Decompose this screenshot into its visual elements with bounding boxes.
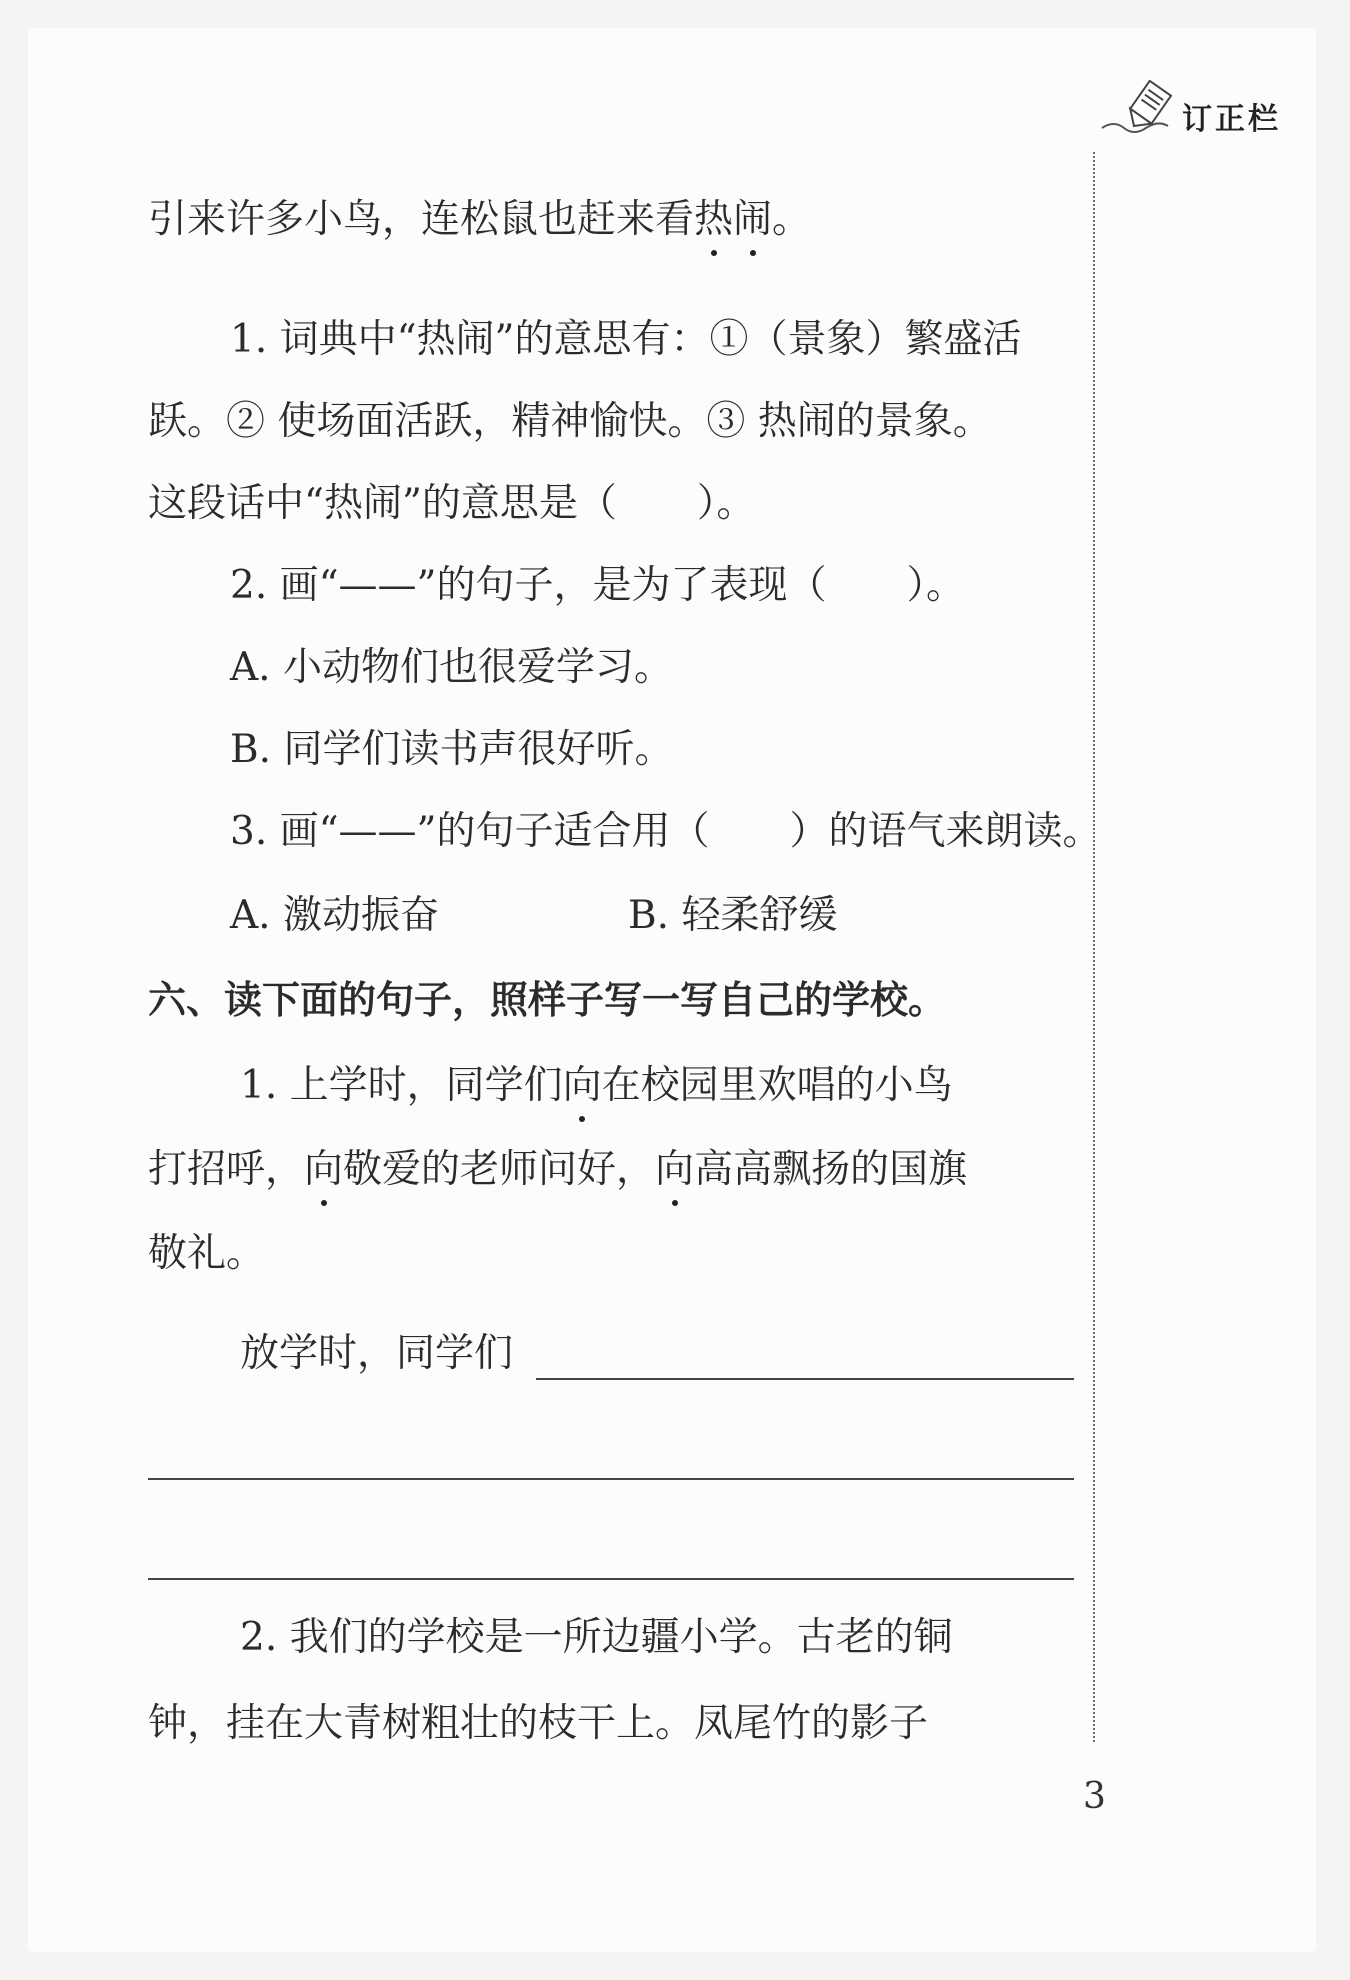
question-1-line-2: 跃。② 使场面活跃，精神愉快。③ 热闹的景象。: [148, 399, 992, 444]
example-text: 高高飘扬的国旗: [694, 1147, 968, 1192]
writing-prompt: 放学时，同学们: [240, 1331, 514, 1376]
example-2-line-2: 钟，挂在大青树粗壮的枝干上。凤尾竹的影子: [148, 1701, 929, 1746]
question-1-line-1: 1. 词典中“热闹”的意思有：①（景象）繁盛活: [230, 317, 1022, 362]
writing-line[interactable]: [148, 1478, 1074, 1480]
emphasized-char: 向: [304, 1147, 344, 1192]
example-text: 敬爱的老师问好，: [343, 1147, 656, 1192]
question-2-option-a: A. 小动物们也很爱学习。: [230, 645, 673, 690]
example-2-line-1: 2. 我们的学校是一所边疆小学。古老的铜: [240, 1615, 953, 1660]
question-3-option-b: B. 轻柔舒缓: [628, 893, 838, 938]
writing-line[interactable]: [536, 1378, 1074, 1380]
example-1-line-1: [240, 1062, 953, 1110]
passage-ending-line: [148, 196, 811, 244]
question-3-text: 3. 画“——”的句子适合用（: [230, 809, 710, 854]
example-text: 1. 上学时，同学们: [240, 1063, 563, 1108]
pencil-icon: [1100, 80, 1190, 140]
question-2-option-b: B. 同学们读书声很好听。: [230, 727, 674, 772]
question-3-option-a: A. 激动振奋: [230, 893, 439, 938]
question-3-stem: [230, 808, 1102, 856]
question-1-stem-end: ）。: [696, 481, 756, 526]
example-1-line-2: [148, 1146, 967, 1194]
passage-text: 引来许多小鸟，连松鼠也赶来看: [148, 197, 695, 242]
question-1-stem: 这段话中“热闹”的意思是（: [148, 481, 617, 526]
question-2-stem: [230, 562, 965, 610]
section-6-heading: 六、读下面的句子，照样子写一写自己的学校。: [148, 978, 947, 1022]
correction-column-title: 订正栏: [1182, 102, 1281, 137]
question-3-text-end: ）的语气来朗读。: [789, 809, 1102, 854]
example-1-line-3: 敬礼。: [148, 1231, 266, 1276]
question-2-text: 2. 画“——”的句子，是为了表现（: [230, 563, 827, 608]
example-text: 在校园里欢唱的小鸟: [601, 1063, 953, 1108]
writing-line[interactable]: [148, 1578, 1074, 1580]
passage-text: 。: [772, 197, 812, 242]
example-text: 打招呼，: [148, 1147, 305, 1192]
emphasized-char: 向: [655, 1147, 695, 1192]
correction-column-header: [1100, 80, 1320, 140]
correction-column-divider: [1093, 152, 1095, 1742]
page-number: 3: [1083, 1776, 1106, 1817]
question-2-text-end: ）。: [906, 563, 965, 608]
emphasized-char: 向: [562, 1063, 602, 1108]
question-1-line-3: [148, 480, 755, 528]
emphasized-char: 闹: [733, 197, 773, 242]
emphasized-char: 热: [694, 197, 734, 242]
